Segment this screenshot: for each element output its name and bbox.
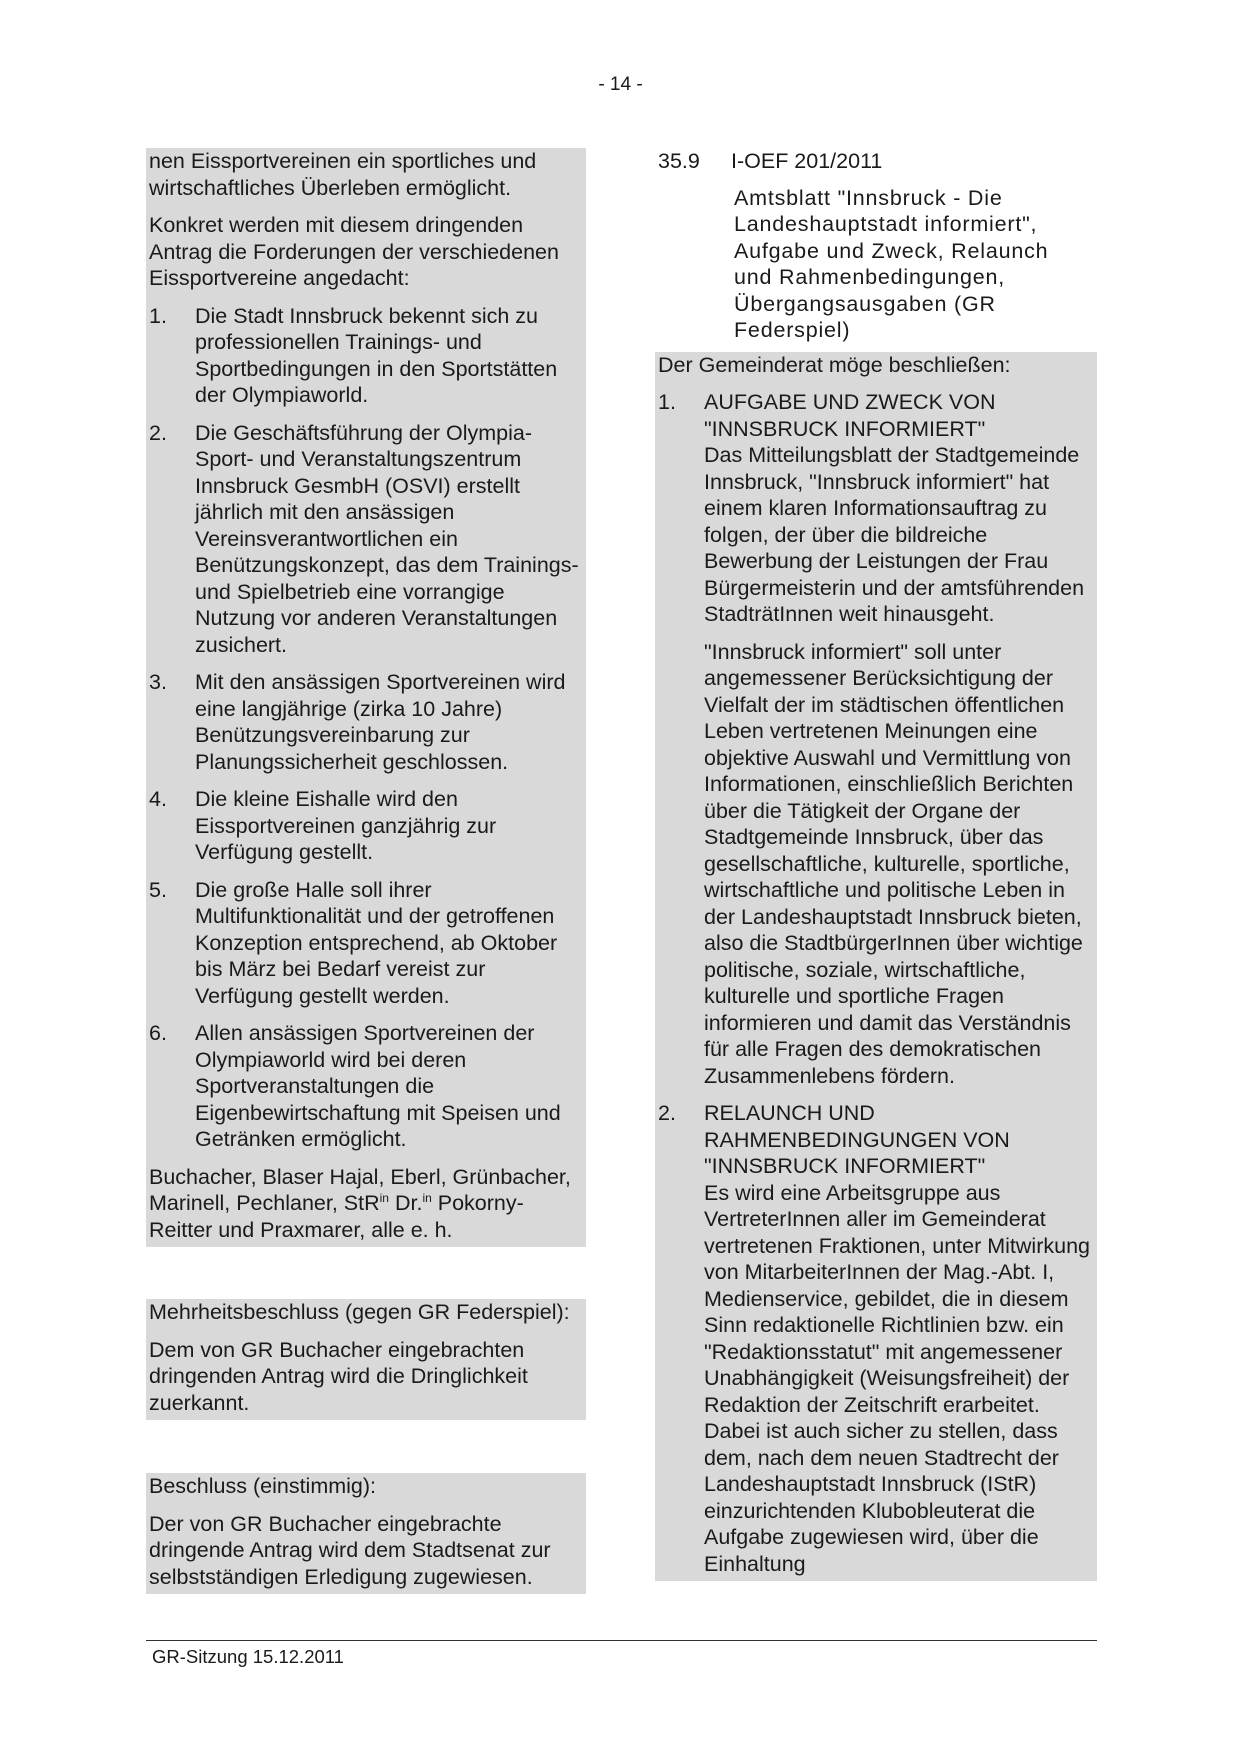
list-item-number: 1. — [658, 390, 676, 414]
list-item-text: Die Stadt Innsbruck bekennt sich zu professionellen Trainings- und Sportbedingungen in den Sportstätten der Olympiaworld. — [195, 303, 558, 407]
list-item-body — [704, 389, 1094, 1089]
page-number: - 14 - — [598, 74, 643, 95]
list-item-text: Die Geschäftsführung der Olympia-Sport- und Veranstaltungszentrum Innsbruck GesmbH (OSVI) erstellt jährlich mit den ansässigen Vereinsverantwortlichen ein Benützungskonzept, das dem Trainings- und Spielbetrieb eine vorrangige Nutzung vor anderen Veranstaltungen zusichert. — [195, 420, 579, 657]
list-item — [658, 389, 1094, 1089]
motion-id: I-OEF 201/2011 — [731, 149, 883, 173]
signatories-part: Pokorny-Reitter und Praxmarer, alle e. h. — [149, 1191, 524, 1242]
superscript: in — [422, 1191, 432, 1205]
signatories — [149, 1164, 583, 1244]
list-item — [149, 1020, 583, 1153]
list-item — [658, 1100, 1094, 1577]
decision-block-unanimous — [146, 1473, 586, 1594]
list-item — [149, 786, 583, 866]
resolution-intro: Der Gemeinderat möge beschließen: — [658, 352, 1011, 377]
decision-title: Beschluss (einstimmig): — [149, 1474, 376, 1498]
list-item-text: Es wird eine Arbeitsgruppe aus VertreterInnen aller im Gemeinderat vertretenen Fraktionen, unter Mitwirkung von MitarbeiterInnen der Mag.-Abt. I, Medienservice, gebildet, die in diesem Sinn redaktionelle Richtlinien bzw. ein "Redaktionsstatut" mit angemessener Unabhängigkeit (Weisungsfreiheit) der Redaktion der Zeitschrift erarbeitet. Dabei ist auch sicher zu stellen, dass dem, nach dem neuen Stadtrecht der Landeshauptstadt Innsbruck (IStR) einzurichtenden Klubobleuterat die Aufgabe zugewiesen wird, über die Einhaltung — [704, 1180, 1090, 1576]
list-item-text: Das Mitteilungsblatt der Stadtgemeinde Innsbruck, "Innsbruck informiert" hat einem klaren Informationsauftrag zu folgen, der über die bildreiche Bewerbung der Leistungen der Frau Bürgermeisterin und der amtsführenden StadträtInnen weit hinausgeht. — [704, 443, 1085, 626]
list-item-number: 2. — [149, 420, 167, 445]
list-item — [149, 877, 583, 1010]
decision-text: Dem von GR Buchacher eingebrachten dringenden Antrag wird die Dringlichkeit zuerkannt. — [149, 1337, 528, 1415]
paragraph: Konkret werden mit diesem dringenden Antrag die Forderungen der verschiedenen Eissportvereine angedacht: — [149, 213, 559, 290]
list-item-text: Allen ansässigen Sportvereinen der Olympiaworld wird bei deren Sportveranstaltungen die Eigenbewirtschaftung mit Speisen und Getränken ermöglicht. — [195, 1021, 561, 1151]
footer: GR-Sitzung 15.12.2011 — [152, 1646, 344, 1667]
list-item-number: 3. — [149, 670, 167, 694]
list-item — [149, 669, 583, 775]
list-item-number: 5. — [149, 877, 167, 902]
decision-block-majority — [146, 1299, 586, 1420]
motion-text-block — [146, 148, 586, 1247]
list-item-body — [704, 1100, 1094, 1577]
superscript: in — [379, 1191, 389, 1205]
list-item — [149, 303, 583, 409]
footer-divider — [146, 1640, 1097, 1641]
list-item-heading: AUFGABE UND ZWECK VON "INNSBRUCK INFORMIERT" — [704, 390, 996, 441]
list-item-text: Mit den ansässigen Sportvereinen wird eine langjährige (zirka 10 Jahre) Benützungsvereinbarung zur Planungssicherheit geschlossen. — [195, 670, 566, 774]
list-item-text: Die kleine Eishalle wird den Eissportvereinen ganzjährig zur Verfügung gestellt. — [195, 787, 497, 864]
list-item-number: 6. — [149, 1021, 167, 1045]
right-column — [655, 148, 1097, 1581]
motion-header — [655, 148, 1097, 175]
list-item-number: 2. — [658, 1101, 676, 1125]
list-item-number: 1. — [149, 303, 167, 328]
list-item-number: 4. — [149, 787, 167, 811]
list-item-text: "Innsbruck informiert" soll unter angemessener Berücksichtigung der Vielfalt der im städtischen öffentlichen Leben vertretenen Meinungen eine objektive Auswahl und Vermittlung von Informationen, einschließlich Berichten über die Tätigkeit der Organe der Stadtgemeinde Innsbruck, über das gesellschaftliche, kulturelle, sportliche, wirtschaftliche und politische Leben in der Landeshauptstadt Innsbruck bieten, also die StadtbürgerInnen über wichtige politische, soziale, wirtschaftliche, kulturelle und sportliche Fragen informieren und damit das Verständnis für alle Fragen des demokratischen Zusammenlebens fördern. — [704, 639, 1083, 1088]
motion-number: 35.9 — [658, 149, 700, 173]
list-item — [149, 420, 583, 659]
decision-title: Mehrheitsbeschluss (gegen GR Federspiel): — [149, 1300, 570, 1324]
list-item-heading: RELAUNCH UND RAHMENBEDINGUNGEN VON "INNSBRUCK INFORMIERT" — [704, 1101, 1010, 1178]
paragraph: nen Eissportvereinen ein sportliches und wirtschaftliches Überleben ermöglicht. — [149, 149, 537, 200]
decision-text: Der von GR Buchacher eingebrachte dringende Antrag wird dem Stadtsenat zur selbstständigen Erledigung zugewiesen. — [149, 1511, 551, 1589]
resolution-block — [655, 352, 1097, 1582]
signatories-part: Dr. — [388, 1191, 423, 1215]
list-item-text: Die große Halle soll ihrer Multifunktionalität und der getroffenen Konzeption entsprechend, ab Oktober bis März bei Bedarf vereist zur Verfügung gestellt werden. — [195, 877, 558, 1008]
signatories-part: Buchacher, Blaser Hajal, Eberl, Grünbacher, Marinell, Pechlaner, StR — [149, 1164, 571, 1215]
motion-title: Amtsblatt "Innsbruck - Die Landeshauptstadt informiert", Aufgabe und Zweck, Relaunch und Rahmenbedingungen, Übergangsausgaben (GR Federspiel) — [734, 185, 1049, 342]
left-column — [146, 148, 586, 1594]
